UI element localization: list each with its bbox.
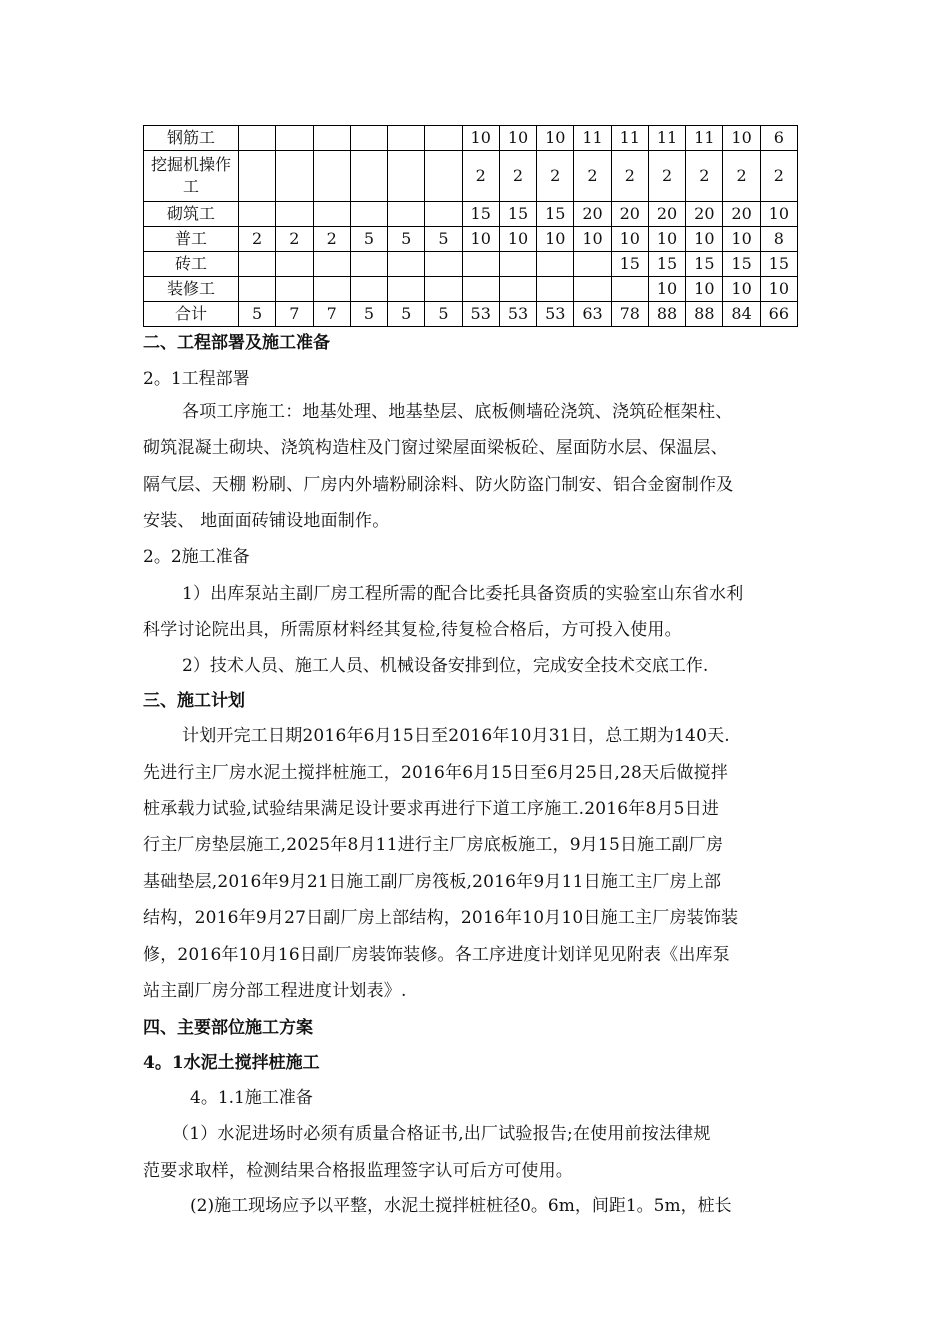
table-cell: 10	[574, 227, 611, 252]
table-cell: 5	[239, 302, 276, 327]
table-cell: 5	[425, 227, 462, 252]
row-label: 挖掘机操作工	[144, 151, 239, 202]
paragraph-line: （1）水泥进场时必须有质量合格证书,出厂试验报告;在使用前按法律规	[172, 1124, 711, 1144]
table-cell	[388, 277, 425, 302]
table-cell: 53	[462, 302, 499, 327]
table-row	[144, 277, 798, 302]
table-cell: 2	[239, 227, 276, 252]
table-cell: 2	[276, 227, 313, 252]
table-cell	[276, 277, 313, 302]
paragraph-prep-2: 2）技术人员、施工人员、机械设备安排到位，完成安全技术交底工作.	[182, 656, 709, 676]
row-label: 砖工	[144, 252, 239, 277]
table-cell: 10	[462, 227, 499, 252]
table-cell	[425, 277, 462, 302]
table-cell: 2	[462, 151, 499, 202]
table-cell: 10	[537, 227, 574, 252]
table-cell	[574, 252, 611, 277]
table-cell: 88	[686, 302, 723, 327]
table-cell: 6	[760, 126, 797, 151]
row-label: 装修工	[144, 277, 239, 302]
table-cell: 5	[350, 302, 387, 327]
paragraph-line: 计划开完工日期2016年6月15日至2016年10月31日，总工期为140天.	[182, 726, 730, 746]
table-cell: 15	[462, 202, 499, 227]
table-cell: 2	[760, 151, 797, 202]
paragraph-line: 安装、 地面面砖铺设地面制作。	[143, 511, 390, 531]
table-cell	[313, 277, 350, 302]
table-cell: 2	[313, 227, 350, 252]
table-cell	[313, 202, 350, 227]
paragraph-line: 基础垫层,2016年9月21日施工副厂房筏板,2016年9月11日施工主厂房上部	[143, 872, 722, 892]
paragraph-line: 站主副厂房分部工程进度计划表》.	[143, 981, 407, 1001]
table-row	[144, 252, 798, 277]
row-label: 普工	[144, 227, 239, 252]
section-heading-3: 三、施工计划	[143, 691, 245, 711]
table-cell: 10	[499, 126, 536, 151]
table-cell	[276, 126, 313, 151]
table-cell: 5	[350, 227, 387, 252]
table-cell: 84	[723, 302, 760, 327]
table-cell: 10	[686, 227, 723, 252]
table-cell: 10	[723, 126, 760, 151]
table-cell: 5	[388, 302, 425, 327]
table-cell: 10	[723, 227, 760, 252]
table-row	[144, 302, 798, 327]
table-cell: 10	[760, 277, 797, 302]
table-cell	[425, 126, 462, 151]
table-cell: 2	[537, 151, 574, 202]
row-label: 钢筋工	[144, 126, 239, 151]
table-cell: 2	[648, 151, 685, 202]
table-cell	[388, 151, 425, 202]
row-label: 合计	[144, 302, 239, 327]
table-cell	[276, 151, 313, 202]
table-cell: 7	[276, 302, 313, 327]
table-cell: 15	[760, 252, 797, 277]
table-cell	[276, 252, 313, 277]
subsection-4-1-1: 4。1.1施工准备	[190, 1088, 313, 1108]
table-cell	[499, 277, 536, 302]
table-cell: 20	[611, 202, 648, 227]
table-cell	[276, 202, 313, 227]
table-cell	[462, 252, 499, 277]
table-cell	[425, 151, 462, 202]
table-cell	[239, 277, 276, 302]
table-cell: 7	[313, 302, 350, 327]
table-cell: 15	[648, 252, 685, 277]
table-cell	[313, 126, 350, 151]
table-cell	[350, 126, 387, 151]
table-cell	[313, 151, 350, 202]
paragraph-line: 范要求取样，检测结果合格报监理签字认可后方可使用。	[143, 1161, 573, 1181]
paragraph-line: 修，2016年10月16日副厂房装饰装修。各工序进度计划详见见附表《出库泵	[143, 945, 730, 965]
table-cell: 53	[499, 302, 536, 327]
table-cell: 10	[537, 126, 574, 151]
table-cell: 10	[686, 277, 723, 302]
table-cell: 15	[537, 202, 574, 227]
table-cell	[239, 151, 276, 202]
table-cell	[611, 277, 648, 302]
table-cell	[388, 202, 425, 227]
table-cell: 2	[686, 151, 723, 202]
table-cell: 5	[425, 302, 462, 327]
table-cell	[537, 277, 574, 302]
paragraph-line: 先进行主厂房水泥土搅拌桩施工，2016年6月15日至6月25日,28天后做搅拌	[143, 763, 728, 783]
table-cell	[537, 252, 574, 277]
table-cell: 11	[648, 126, 685, 151]
paragraph-site: (2)施工现场应予以平整，水泥土搅拌桩桩径0。6m，间距1。5m，桩长	[190, 1196, 732, 1216]
paragraph-line: 结构，2016年9月27日副厂房上部结构，2016年10月10日施工主厂房装饰装	[143, 908, 739, 928]
table-cell: 20	[648, 202, 685, 227]
table-cell: 2	[499, 151, 536, 202]
table-cell	[350, 277, 387, 302]
table-cell	[574, 277, 611, 302]
table-cell: 63	[574, 302, 611, 327]
table-cell	[239, 126, 276, 151]
table-cell: 11	[574, 126, 611, 151]
table-cell: 15	[686, 252, 723, 277]
table-cell: 20	[686, 202, 723, 227]
table-cell: 11	[686, 126, 723, 151]
paragraph-line: 隔气层、天棚 粉刷、厂房内外墙粉刷涂料、防火防盗门制安、铝合金窗制作及	[143, 475, 734, 495]
table-cell: 10	[648, 277, 685, 302]
table-cell: 5	[388, 227, 425, 252]
paragraph-line: 砌筑混凝土砌块、浇筑构造柱及门窗过梁屋面梁板砼、屋面防水层、保温层、	[143, 438, 728, 458]
subsection-2-2: 2。2施工准备	[143, 547, 250, 567]
table-cell	[239, 202, 276, 227]
table-cell	[350, 202, 387, 227]
table-cell	[425, 202, 462, 227]
row-label: 砌筑工	[144, 202, 239, 227]
table-row	[144, 202, 798, 227]
table-cell: 10	[723, 277, 760, 302]
table-cell	[350, 151, 387, 202]
table-row	[144, 151, 798, 202]
table-cell: 88	[648, 302, 685, 327]
table-cell: 10	[611, 227, 648, 252]
table-cell: 10	[462, 126, 499, 151]
table-cell: 20	[574, 202, 611, 227]
table-cell: 11	[611, 126, 648, 151]
table-cell	[425, 252, 462, 277]
table-cell: 53	[537, 302, 574, 327]
paragraph-line: 行主厂房垫层施工,2025年8月11进行主厂房底板施工，9月15日施工副厂房	[143, 835, 724, 855]
paragraph-line: 桩承载力试验,试验结果满足设计要求再进行下道工序施工.2016年8月5日进	[143, 799, 720, 819]
table-cell: 10	[648, 227, 685, 252]
table-row	[144, 126, 798, 151]
table-cell: 78	[611, 302, 648, 327]
table-cell	[350, 252, 387, 277]
table-cell	[239, 252, 276, 277]
labor-table	[143, 125, 798, 327]
table-cell	[313, 252, 350, 277]
table-cell: 15	[499, 202, 536, 227]
table-cell	[462, 277, 499, 302]
section-heading-2: 二、工程部署及施工准备	[143, 333, 330, 353]
table-cell: 8	[760, 227, 797, 252]
paragraph-line: 科学讨论院出具，所需原材料经其复检,待复检合格后，方可投入使用。	[143, 620, 682, 640]
subsection-2-1: 2。1工程部署	[143, 369, 250, 389]
table-cell: 20	[723, 202, 760, 227]
table-cell	[388, 126, 425, 151]
paragraph-line: 各项工序施工：地基处理、地基垫层、底板侧墙砼浇筑、浇筑砼框架柱、	[182, 402, 733, 422]
table-cell: 2	[574, 151, 611, 202]
table-cell: 15	[611, 252, 648, 277]
table-cell: 2	[723, 151, 760, 202]
table-cell	[388, 252, 425, 277]
section-heading-4: 四、主要部位施工方案	[143, 1018, 313, 1038]
subsection-4-1: 4。1水泥土搅拌桩施工	[143, 1053, 320, 1073]
table-cell: 66	[760, 302, 797, 327]
table-row	[144, 227, 798, 252]
table-cell: 2	[611, 151, 648, 202]
table-cell	[499, 252, 536, 277]
table-cell: 15	[723, 252, 760, 277]
table-cell: 10	[760, 202, 797, 227]
paragraph-line: 1）出库泵站主副厂房工程所需的配合比委托具备资质的实验室山东省水利	[182, 584, 744, 604]
table-cell: 10	[499, 227, 536, 252]
